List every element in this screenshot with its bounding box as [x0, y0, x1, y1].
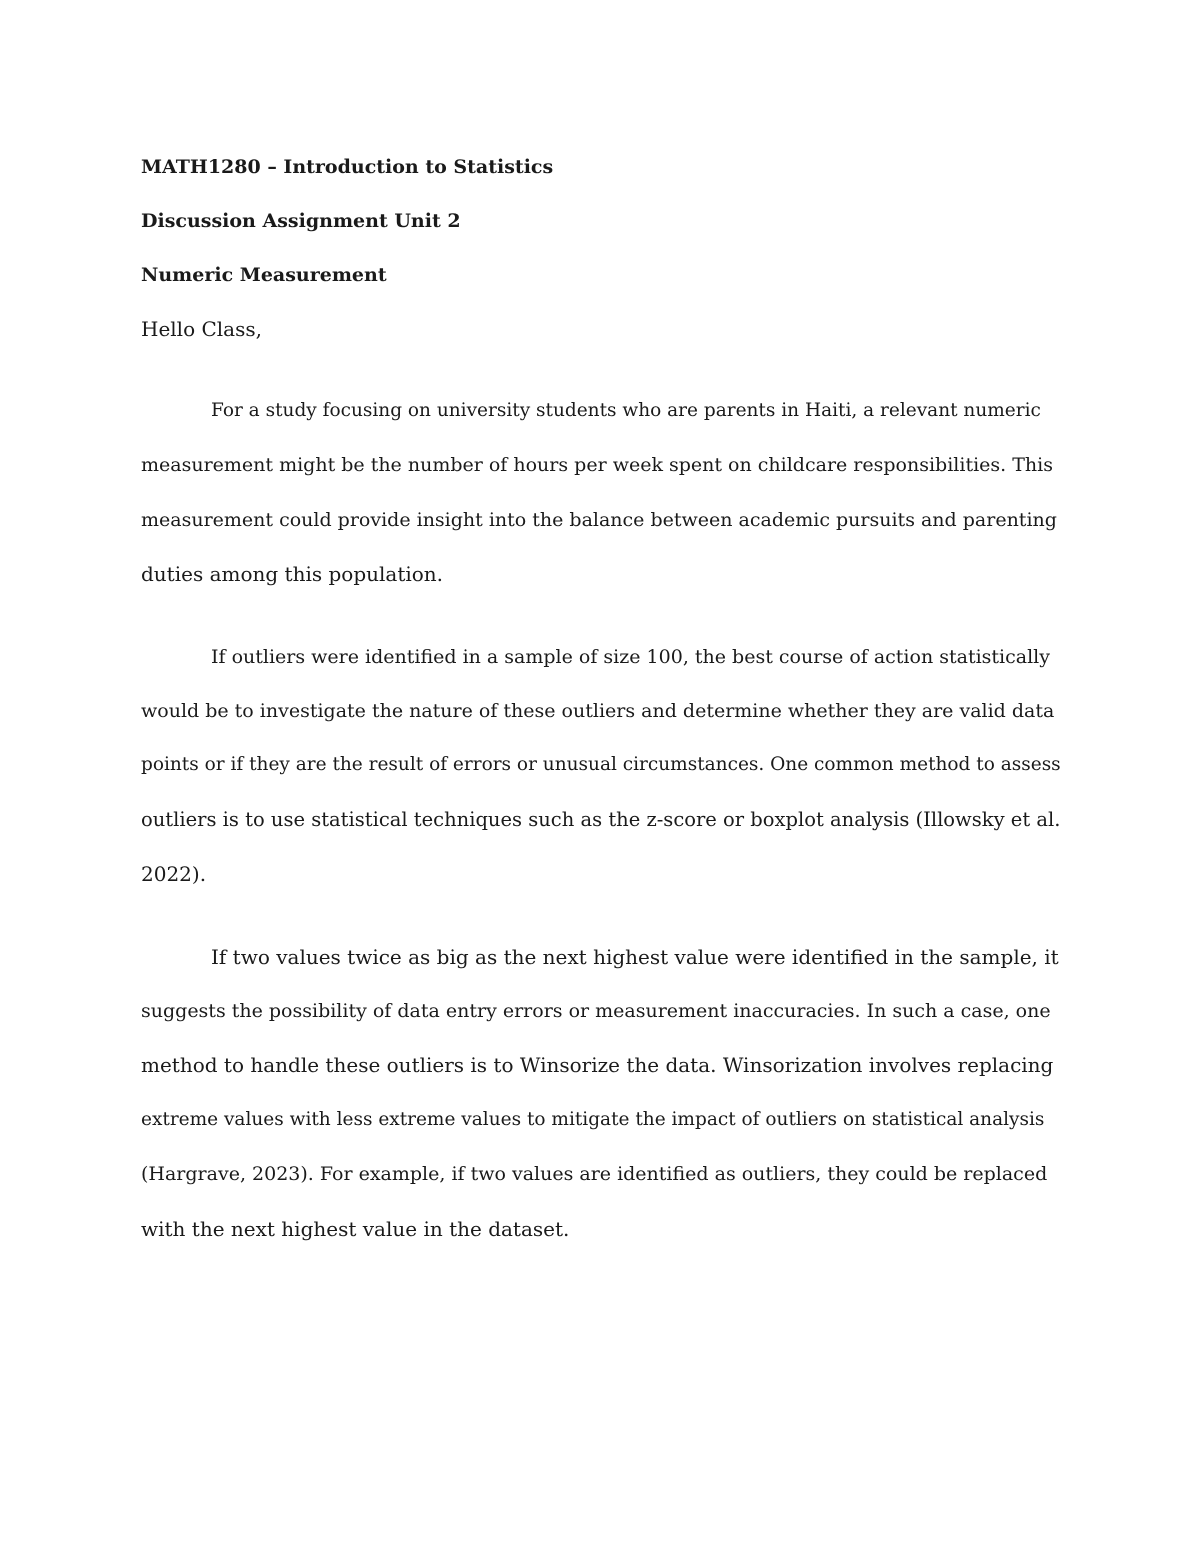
paragraph-line: measurement could provide insight into the balance between academic pursuits and parenting — [141, 508, 1057, 531]
spacer — [141, 902, 1061, 930]
paragraph-line: For a study focusing on university students who are parents in Haiti, a relevant numeric — [211, 400, 1041, 421]
paragraph-2 — [141, 630, 1061, 902]
paragraph-line: suggests the possibility of data entry errors or measurement inaccuracies. In such a case, one — [141, 1000, 1051, 1023]
topic-title: Numeric Measurement — [141, 264, 387, 286]
paragraph-line: (Hargrave, 2023). For example, if two values are identified as outliers, they could be replaced — [141, 1163, 1048, 1186]
paragraph-line: would be to investigate the nature of these outliers and determine whether they are valid data — [141, 700, 1055, 723]
spacer — [141, 356, 1061, 384]
document-body — [141, 140, 1061, 1256]
paragraph-line: with the next highest value in the dataset. — [141, 1216, 570, 1241]
paragraph-line: measurement might be the number of hours per week spent on childcare responsibilities. This — [141, 454, 1053, 477]
course-title: MATH1280 – Introduction to Statistics — [141, 156, 554, 178]
paragraph-line: points or if they are the result of errors or unusual circumstances. One common method to assess — [141, 754, 1061, 776]
paragraph-line: method to handle these outliers is to Winsorize the data. Winsorization involves replacing — [141, 1053, 1054, 1078]
paragraph-line: extreme values with less extreme values to mitigate the impact of outliers on statistical analysis — [141, 1108, 1045, 1130]
paragraph-line: If two values twice as big as the next highest value were identified in the sample, it — [211, 944, 1059, 969]
paragraph-3 — [141, 930, 1061, 1256]
assignment-title: Discussion Assignment Unit 2 — [141, 210, 461, 232]
paragraph-1 — [141, 384, 1061, 602]
paragraph-line: 2022). — [141, 862, 207, 887]
greeting: Hello Class, — [141, 317, 262, 341]
paragraph-line: outliers is to use statistical techniques such as the z-score or boxplot analysis (Illowsky et al. — [141, 807, 1061, 831]
paragraph-line: duties among this population. — [141, 562, 444, 587]
paragraph-line: If outliers were identified in a sample of size 100, the best course of action statistically — [211, 645, 1050, 668]
spacer — [141, 602, 1061, 630]
